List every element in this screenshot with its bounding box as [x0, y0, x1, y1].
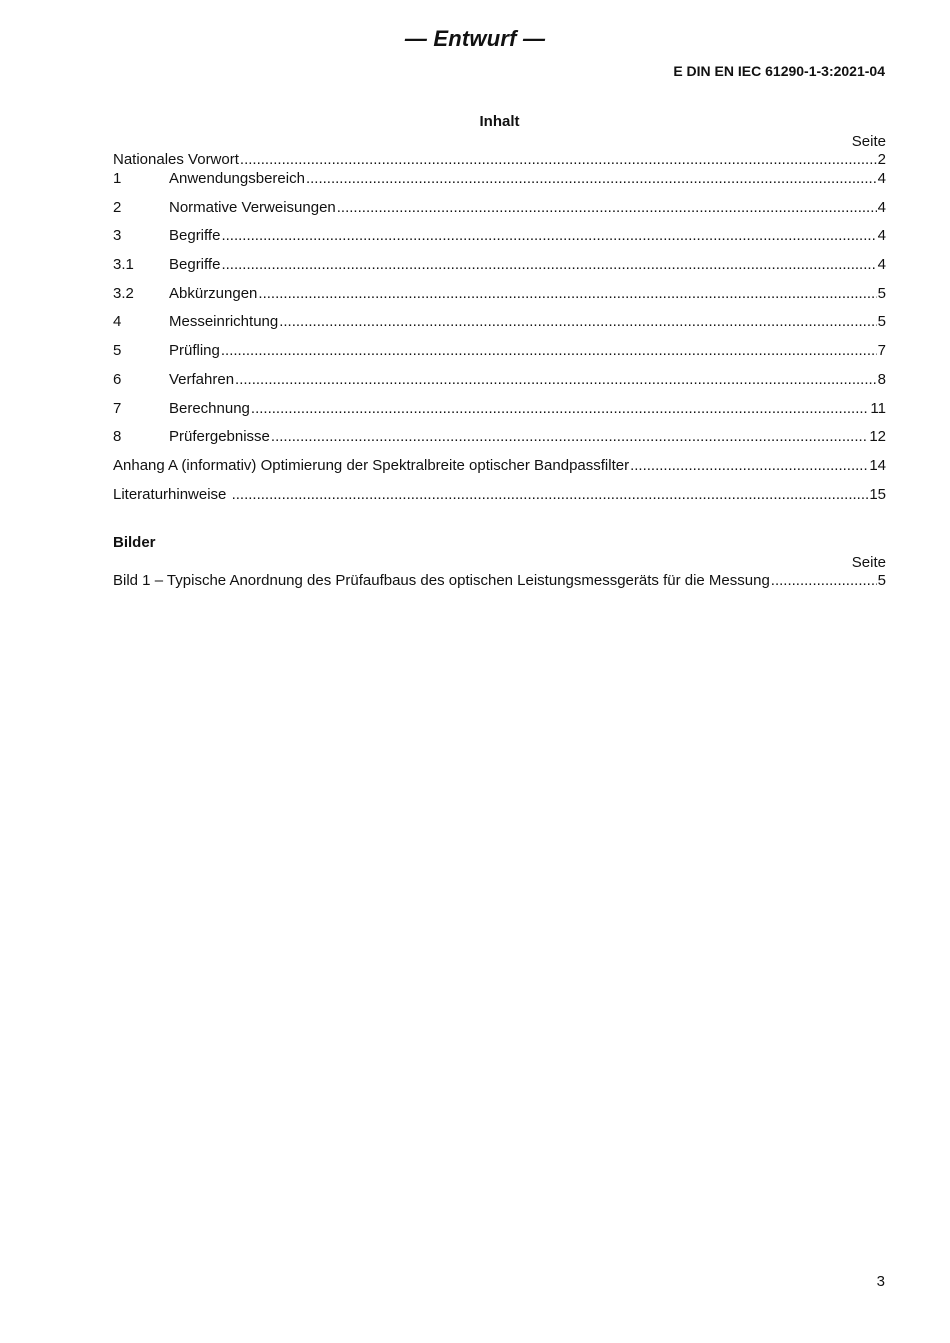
toc-entry-5[interactable] — [113, 341, 886, 370]
toc-leader — [271, 427, 868, 447]
toc-entry-page: 12 — [869, 428, 886, 446]
toc-entry-number: 3.2 — [113, 284, 134, 302]
toc-entry-label: Anwendungsbereich — [169, 170, 305, 187]
toc-entry-number: 3 — [113, 227, 122, 245]
toc-entry-page: 5 — [877, 313, 886, 331]
toc-entry-number: 5 — [113, 342, 122, 360]
toc-entry-page: 5 — [877, 284, 886, 302]
toc-leader — [240, 151, 877, 169]
document-id: E DIN EN IEC 61290-1-3:2021-04 — [673, 63, 885, 79]
toc-entry-number: 8 — [113, 428, 122, 446]
toc-entry-label: Prüfling — [169, 342, 220, 360]
figures-list — [113, 572, 886, 590]
toc-entry-3[interactable] — [113, 226, 886, 255]
toc-entry-3-2[interactable] — [113, 284, 886, 313]
toc-entry-number: 6 — [113, 370, 122, 388]
toc-entry-label: Begriffe — [169, 227, 221, 245]
toc-entry-page: 11 — [870, 399, 886, 417]
toc-entry-number: 3.1 — [113, 256, 134, 274]
toc-leader — [251, 399, 870, 419]
toc-list — [113, 151, 886, 513]
figures-heading: Bilder — [113, 534, 156, 552]
toc-entry-page: 4 — [877, 227, 886, 245]
figures-page-column-label: Seite — [851, 554, 886, 572]
toc-leader — [221, 341, 877, 361]
toc-entry-label: Messeinrichtung — [169, 313, 279, 331]
figure-entry-label: Bild 1 – Typische Anordnung des Prüfaufbaus des optischen Leistungsmessgeräts für die Messung — [113, 572, 770, 590]
toc-entry-2[interactable] — [113, 198, 886, 227]
toc-entry-number: 4 — [113, 313, 122, 331]
toc-leader — [221, 255, 876, 275]
figure-entry-1[interactable] — [113, 572, 886, 590]
figure-leader — [771, 572, 877, 590]
toc-leader — [306, 169, 877, 189]
toc-entry-6[interactable] — [113, 370, 886, 399]
toc-entry-page: 15 — [869, 485, 886, 503]
toc-entry-page: 4 — [877, 256, 886, 274]
toc-leader — [235, 370, 877, 390]
draft-banner: — Entwurf — — [404, 26, 546, 51]
toc-entry-7[interactable] — [113, 399, 886, 428]
toc-entry-label: Prüfergebnisse — [169, 428, 270, 446]
toc-entry-4[interactable] — [113, 312, 886, 341]
toc-leader — [630, 456, 868, 476]
toc-leader — [337, 198, 877, 218]
toc-entry-page: 4 — [877, 198, 886, 216]
toc-entry-label: Abkürzungen — [169, 284, 258, 302]
toc-entry-page: 8 — [877, 370, 886, 388]
toc-entry-label: Normative Verweisungen — [169, 198, 336, 216]
page-number: 3 — [876, 1273, 885, 1290]
toc-entry-label: Berechnung — [169, 399, 250, 417]
toc-page-column-label: Seite — [851, 133, 886, 150]
toc-heading: Inhalt — [479, 113, 520, 130]
toc-entry-page: 2 — [877, 151, 886, 168]
toc-entry-label: Nationales Vorwort — [113, 151, 239, 168]
toc-entry-8[interactable] — [113, 427, 886, 456]
toc-entry-number: 1 — [113, 170, 122, 187]
toc-entry-label: Verfahren — [169, 370, 235, 388]
toc-entry-page: 14 — [869, 456, 886, 474]
toc-entry-nationales-vorwort[interactable] — [113, 151, 886, 169]
toc-leader — [258, 284, 876, 304]
toc-entry-literaturhinweise[interactable] — [113, 485, 886, 514]
toc-entry-3-1[interactable] — [113, 255, 886, 284]
toc-entry-page: 7 — [877, 342, 886, 360]
toc-entry-label: Literaturhinweise — [113, 485, 231, 503]
toc-leader — [279, 312, 876, 332]
toc-leader — [221, 226, 876, 246]
toc-leader — [232, 485, 869, 505]
toc-entry-page: 4 — [877, 170, 886, 187]
toc-entry-1[interactable] — [113, 169, 886, 198]
toc-entry-number: 7 — [113, 399, 122, 417]
document-body — [113, 112, 886, 590]
figure-entry-page: 5 — [877, 572, 886, 590]
toc-entry-number: 2 — [113, 198, 122, 216]
toc-entry-label: Begriffe — [169, 256, 221, 274]
toc-entry-anhang-a[interactable] — [113, 456, 886, 485]
toc-entry-label: Anhang A (informativ) Optimierung der Spektralbreite optischer Bandpassfilter — [113, 456, 630, 474]
